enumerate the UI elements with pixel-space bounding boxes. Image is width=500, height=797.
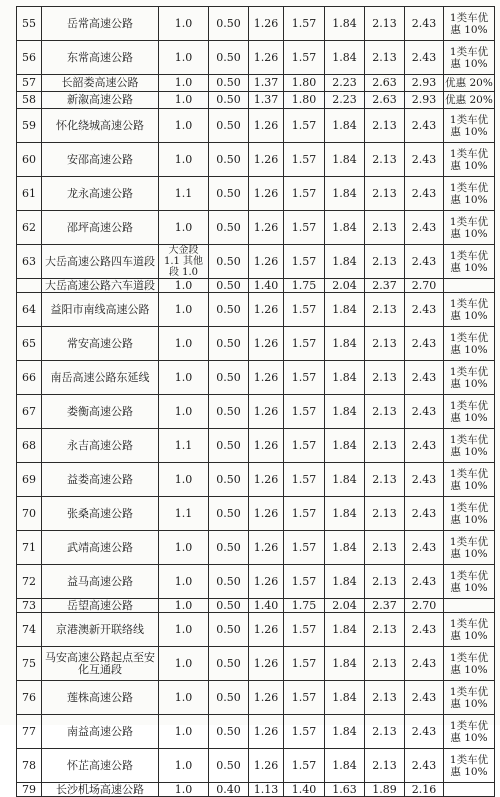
rate-class-3-cell: 1.84 [325, 531, 365, 565]
rate-class-5-cell: 2.43 [405, 531, 444, 565]
coefficient-cell: 1.0 [159, 681, 209, 715]
road-name-cell: 南岳高速公路东延线 [42, 361, 159, 395]
coefficient-cell: 1.0 [159, 463, 209, 497]
row-number-cell: 66 [17, 361, 42, 395]
rate-class-4-cell: 2.13 [365, 647, 405, 681]
row-number-cell [17, 279, 42, 293]
rate-class-0-cell: 0.50 [209, 613, 249, 647]
coefficient-cell: 1.0 [159, 109, 209, 143]
table-row [17, 293, 495, 327]
row-number-cell: 77 [17, 715, 42, 749]
rate-class-5-cell: 2.43 [405, 293, 444, 327]
table-row [17, 211, 495, 245]
rate-class-3-cell: 1.84 [325, 429, 365, 463]
rate-class-1-cell: 1.26 [249, 177, 284, 211]
rate-class-3-cell: 2.23 [325, 75, 365, 92]
row-number-cell: 62 [17, 211, 42, 245]
remark-cell: 1类车优惠 10% [444, 749, 495, 783]
rate-class-2-cell: 1.57 [284, 463, 325, 497]
rate-class-2-cell: 1.57 [284, 327, 325, 361]
rate-class-5-cell: 2.70 [405, 599, 444, 613]
rate-class-3-cell: 1.84 [325, 327, 365, 361]
rate-class-0-cell: 0.50 [209, 681, 249, 715]
row-number-cell: 67 [17, 395, 42, 429]
road-name-cell: 龙永高速公路 [42, 177, 159, 211]
road-name-cell: 岳望高速公路 [42, 599, 159, 613]
rate-class-4-cell: 2.13 [365, 531, 405, 565]
remark-cell: 1类车优惠 10% [444, 463, 495, 497]
rate-class-4-cell: 2.13 [365, 177, 405, 211]
rate-class-5-cell: 2.70 [405, 279, 444, 293]
road-name-cell: 娄衡高速公路 [42, 395, 159, 429]
rate-class-0-cell: 0.50 [209, 41, 249, 75]
rate-class-5-cell: 2.93 [405, 75, 444, 92]
row-number-cell: 71 [17, 531, 42, 565]
table-row [17, 395, 495, 429]
rate-class-1-cell: 1.26 [249, 41, 284, 75]
row-number-cell: 72 [17, 565, 42, 599]
rate-class-5-cell: 2.43 [405, 361, 444, 395]
rate-class-2-cell: 1.80 [284, 92, 325, 109]
rate-class-2-cell: 1.75 [284, 599, 325, 613]
coefficient-cell: 1.1 [159, 177, 209, 211]
rate-class-3-cell: 2.23 [325, 92, 365, 109]
rate-class-5-cell: 2.43 [405, 749, 444, 783]
table-row [17, 715, 495, 749]
rate-class-1-cell: 1.26 [249, 531, 284, 565]
table-row [17, 177, 495, 211]
road-name-cell: 莲株高速公路 [42, 681, 159, 715]
road-name-cell: 新溆高速公路 [42, 92, 159, 109]
rate-class-0-cell: 0.50 [209, 211, 249, 245]
road-name-cell: 大岳高速公路六车道段 [42, 279, 159, 293]
rate-class-5-cell: 2.16 [405, 783, 444, 797]
road-name-cell: 京港澳新开联络线 [42, 613, 159, 647]
table-row [17, 497, 495, 531]
rate-class-0-cell: 0.50 [209, 143, 249, 177]
coefficient-cell: 1.0 [159, 75, 209, 92]
coefficient-cell: 1.0 [159, 143, 209, 177]
row-number-cell: 68 [17, 429, 42, 463]
table-row [17, 41, 495, 75]
road-name-cell: 永吉高速公路 [42, 429, 159, 463]
rate-class-2-cell: 1.57 [284, 109, 325, 143]
rate-class-0-cell: 0.50 [209, 565, 249, 599]
rate-class-3-cell: 1.84 [325, 41, 365, 75]
remark-cell: 1类车优惠 10% [444, 293, 495, 327]
rate-class-3-cell: 1.84 [325, 211, 365, 245]
coefficient-cell: 1.0 [159, 7, 209, 41]
coefficient-cell: 1.0 [159, 783, 209, 797]
table-row [17, 613, 495, 647]
rate-class-3-cell: 1.63 [325, 783, 365, 797]
rate-class-3-cell: 1.84 [325, 463, 365, 497]
rate-class-1-cell: 1.13 [249, 783, 284, 797]
rate-class-2-cell: 1.57 [284, 41, 325, 75]
rate-class-4-cell: 1.89 [365, 783, 405, 797]
road-name-cell: 长韶娄高速公路 [42, 75, 159, 92]
remark-cell: 1类车优惠 10% [444, 715, 495, 749]
table-row [17, 7, 495, 41]
row-number-cell: 65 [17, 327, 42, 361]
row-number-cell: 70 [17, 497, 42, 531]
rate-class-4-cell: 2.13 [365, 715, 405, 749]
rate-class-4-cell: 2.13 [365, 565, 405, 599]
rate-class-3-cell: 1.84 [325, 681, 365, 715]
rate-class-2-cell: 1.57 [284, 565, 325, 599]
rate-class-5-cell: 2.43 [405, 395, 444, 429]
rate-class-1-cell: 1.26 [249, 681, 284, 715]
table-row [17, 109, 495, 143]
rate-class-5-cell: 2.43 [405, 429, 444, 463]
rate-class-2-cell: 1.57 [284, 749, 325, 783]
rate-class-1-cell: 1.26 [249, 109, 284, 143]
rate-class-4-cell: 2.13 [365, 245, 405, 279]
rate-class-5-cell: 2.43 [405, 647, 444, 681]
coefficient-cell: 1.0 [159, 531, 209, 565]
coefficient-cell: 1.0 [159, 599, 209, 613]
rate-class-1-cell: 1.26 [249, 463, 284, 497]
rate-class-0-cell: 0.50 [209, 463, 249, 497]
rate-class-0-cell: 0.50 [209, 395, 249, 429]
table-row [17, 75, 495, 92]
toll-rate-table [16, 6, 495, 797]
rate-class-5-cell: 2.43 [405, 143, 444, 177]
coefficient-cell: 1.0 [159, 92, 209, 109]
remark-cell: 1类车优惠 10% [444, 681, 495, 715]
rate-class-0-cell: 0.50 [209, 7, 249, 41]
table-row [17, 783, 495, 797]
rate-class-5-cell: 2.43 [405, 211, 444, 245]
rate-class-3-cell: 1.84 [325, 7, 365, 41]
coefficient-cell: 1.0 [159, 565, 209, 599]
rate-class-3-cell: 1.84 [325, 361, 365, 395]
rate-class-2-cell: 1.57 [284, 395, 325, 429]
rate-class-3-cell: 2.04 [325, 279, 365, 293]
rate-class-0-cell: 0.50 [209, 749, 249, 783]
rate-class-0-cell: 0.50 [209, 177, 249, 211]
row-number-cell: 63 [17, 245, 42, 279]
rate-class-1-cell: 1.26 [249, 497, 284, 531]
rate-class-3-cell: 1.84 [325, 749, 365, 783]
row-number-cell: 79 [17, 783, 42, 797]
remark-cell [444, 783, 495, 797]
rate-class-2-cell: 1.57 [284, 245, 325, 279]
remark-cell: 1类车优惠 10% [444, 211, 495, 245]
remark-cell: 1类车优惠 10% [444, 429, 495, 463]
rate-class-5-cell: 2.43 [405, 681, 444, 715]
row-number-cell: 64 [17, 293, 42, 327]
road-name-cell: 常安高速公路 [42, 327, 159, 361]
rate-class-2-cell: 1.57 [284, 177, 325, 211]
table-row [17, 531, 495, 565]
road-name-cell: 武靖高速公路 [42, 531, 159, 565]
rate-class-0-cell: 0.50 [209, 647, 249, 681]
rate-class-4-cell: 2.63 [365, 92, 405, 109]
row-number-cell: 76 [17, 681, 42, 715]
table-row [17, 279, 495, 293]
table-row [17, 463, 495, 497]
rate-class-4-cell: 2.37 [365, 279, 405, 293]
rate-class-0-cell: 0.50 [209, 109, 249, 143]
table-row [17, 565, 495, 599]
rate-class-5-cell: 2.43 [405, 715, 444, 749]
table-row [17, 245, 495, 279]
row-number-cell: 74 [17, 613, 42, 647]
rate-class-2-cell: 1.57 [284, 715, 325, 749]
coefficient-cell: 1.0 [159, 41, 209, 75]
rate-class-5-cell: 2.43 [405, 497, 444, 531]
rate-class-5-cell: 2.43 [405, 613, 444, 647]
coefficient-cell: 1.0 [159, 715, 209, 749]
rate-class-5-cell: 2.43 [405, 245, 444, 279]
remark-cell: 1类车优惠 10% [444, 647, 495, 681]
remark-cell: 1类车优惠 10% [444, 395, 495, 429]
remark-cell: 1类车优惠 10% [444, 361, 495, 395]
rate-class-5-cell: 2.93 [405, 92, 444, 109]
rate-class-2-cell: 1.75 [284, 279, 325, 293]
road-name-cell: 张桑高速公路 [42, 497, 159, 531]
rate-class-2-cell: 1.80 [284, 75, 325, 92]
road-name-cell: 岳常高速公路 [42, 7, 159, 41]
road-name-cell: 邵坪高速公路 [42, 211, 159, 245]
rate-class-5-cell: 2.43 [405, 109, 444, 143]
rate-class-5-cell: 2.43 [405, 41, 444, 75]
rate-class-3-cell: 1.84 [325, 177, 365, 211]
road-name-cell: 益马高速公路 [42, 565, 159, 599]
rate-class-4-cell: 2.63 [365, 75, 405, 92]
rate-class-1-cell: 1.40 [249, 279, 284, 293]
road-name-cell: 怀芷高速公路 [42, 749, 159, 783]
rate-class-1-cell: 1.26 [249, 327, 284, 361]
rate-class-2-cell: 1.57 [284, 211, 325, 245]
rate-class-1-cell: 1.37 [249, 75, 284, 92]
road-name-cell: 东常高速公路 [42, 41, 159, 75]
rate-class-1-cell: 1.26 [249, 293, 284, 327]
remark-cell: 1类车优惠 10% [444, 7, 495, 41]
remark-cell: 1类车优惠 10% [444, 497, 495, 531]
remark-cell: 1类车优惠 10% [444, 177, 495, 211]
rate-class-0-cell: 0.50 [209, 327, 249, 361]
rate-class-4-cell: 2.13 [365, 395, 405, 429]
rate-class-1-cell: 1.26 [249, 143, 284, 177]
rate-class-5-cell: 2.43 [405, 177, 444, 211]
row-number-cell: 55 [17, 7, 42, 41]
row-number-cell: 58 [17, 92, 42, 109]
rate-class-0-cell: 0.50 [209, 293, 249, 327]
coefficient-cell: 1.1 [159, 429, 209, 463]
row-number-cell: 61 [17, 177, 42, 211]
remark-cell: 1类车优惠 10% [444, 613, 495, 647]
road-name-cell: 大岳高速公路四车道段 [42, 245, 159, 279]
rate-class-4-cell: 2.13 [365, 7, 405, 41]
table-row [17, 681, 495, 715]
rate-class-2-cell: 1.57 [284, 613, 325, 647]
road-name-cell: 安邵高速公路 [42, 143, 159, 177]
road-name-cell: 马安高速公路起点至安化互通段 [42, 647, 159, 681]
rate-class-4-cell: 2.13 [365, 749, 405, 783]
coefficient-cell: 大金段 1.1 其他段 1.0 [159, 245, 209, 279]
table-body [17, 7, 495, 797]
rate-class-3-cell: 1.84 [325, 613, 365, 647]
rate-class-5-cell: 2.43 [405, 7, 444, 41]
road-name-cell: 南益高速公路 [42, 715, 159, 749]
rate-class-4-cell: 2.13 [365, 463, 405, 497]
table-row [17, 143, 495, 177]
rate-class-1-cell: 1.26 [249, 245, 284, 279]
rate-class-0-cell: 0.50 [209, 715, 249, 749]
rate-class-0-cell: 0.50 [209, 279, 249, 293]
rate-class-1-cell: 1.26 [249, 565, 284, 599]
rate-class-3-cell: 1.84 [325, 293, 365, 327]
coefficient-cell: 1.0 [159, 293, 209, 327]
rate-class-1-cell: 1.26 [249, 361, 284, 395]
rate-class-0-cell: 0.50 [209, 599, 249, 613]
rate-class-1-cell: 1.26 [249, 429, 284, 463]
row-number-cell: 73 [17, 599, 42, 613]
remark-cell: 优惠 20% [444, 75, 495, 92]
rate-class-4-cell: 2.13 [365, 41, 405, 75]
rate-class-4-cell: 2.13 [365, 293, 405, 327]
row-number-cell: 69 [17, 463, 42, 497]
table-row [17, 361, 495, 395]
road-name-cell: 怀化绕城高速公路 [42, 109, 159, 143]
rate-class-4-cell: 2.13 [365, 211, 405, 245]
rate-class-2-cell: 1.57 [284, 497, 325, 531]
rate-class-3-cell: 2.04 [325, 599, 365, 613]
rate-class-5-cell: 2.43 [405, 565, 444, 599]
coefficient-cell: 1.1 [159, 497, 209, 531]
rate-class-0-cell: 0.50 [209, 429, 249, 463]
table-row [17, 327, 495, 361]
rate-class-0-cell: 0.40 [209, 783, 249, 797]
rate-class-4-cell: 2.13 [365, 497, 405, 531]
rate-class-0-cell: 0.50 [209, 531, 249, 565]
rate-class-2-cell: 1.57 [284, 293, 325, 327]
rate-class-1-cell: 1.26 [249, 647, 284, 681]
rate-class-1-cell: 1.40 [249, 599, 284, 613]
road-name-cell: 益阳市南线高速公路 [42, 293, 159, 327]
table-row [17, 599, 495, 613]
rate-class-1-cell: 1.26 [249, 749, 284, 783]
remark-cell: 1类车优惠 10% [444, 245, 495, 279]
row-number-cell: 75 [17, 647, 42, 681]
rate-class-3-cell: 1.84 [325, 497, 365, 531]
rate-class-0-cell: 0.50 [209, 75, 249, 92]
table-row [17, 429, 495, 463]
rate-class-1-cell: 1.26 [249, 211, 284, 245]
remark-cell: 1类车优惠 10% [444, 531, 495, 565]
rate-class-2-cell: 1.40 [284, 783, 325, 797]
row-number-cell: 60 [17, 143, 42, 177]
remark-cell [444, 599, 495, 613]
rate-class-4-cell: 2.13 [365, 681, 405, 715]
rate-class-3-cell: 1.84 [325, 109, 365, 143]
remark-cell: 1类车优惠 10% [444, 143, 495, 177]
rate-class-4-cell: 2.13 [365, 143, 405, 177]
table-row [17, 647, 495, 681]
table-row [17, 92, 495, 109]
coefficient-cell: 1.0 [159, 647, 209, 681]
rate-class-5-cell: 2.43 [405, 327, 444, 361]
coefficient-cell: 1.0 [159, 361, 209, 395]
coefficient-cell: 1.0 [159, 749, 209, 783]
table-row [17, 749, 495, 783]
coefficient-cell: 1.0 [159, 327, 209, 361]
road-name-cell: 长沙机场高速公路 [42, 783, 159, 797]
rate-class-1-cell: 1.26 [249, 7, 284, 41]
rate-class-0-cell: 0.50 [209, 92, 249, 109]
rate-class-2-cell: 1.57 [284, 361, 325, 395]
rate-class-1-cell: 1.26 [249, 715, 284, 749]
rate-class-4-cell: 2.13 [365, 613, 405, 647]
rate-class-3-cell: 1.84 [325, 647, 365, 681]
rate-class-1-cell: 1.26 [249, 613, 284, 647]
rate-class-2-cell: 1.57 [284, 429, 325, 463]
remark-cell: 1类车优惠 10% [444, 41, 495, 75]
rate-class-0-cell: 0.50 [209, 361, 249, 395]
rate-class-3-cell: 1.84 [325, 245, 365, 279]
row-number-cell: 78 [17, 749, 42, 783]
rate-class-2-cell: 1.57 [284, 647, 325, 681]
rate-class-2-cell: 1.57 [284, 681, 325, 715]
rate-class-0-cell: 0.50 [209, 497, 249, 531]
coefficient-cell: 1.0 [159, 211, 209, 245]
coefficient-cell: 1.0 [159, 395, 209, 429]
rate-class-4-cell: 2.13 [365, 109, 405, 143]
rate-class-2-cell: 1.57 [284, 531, 325, 565]
rate-class-1-cell: 1.26 [249, 395, 284, 429]
remark-cell: 1类车优惠 10% [444, 109, 495, 143]
rate-class-0-cell: 0.50 [209, 245, 249, 279]
rate-class-4-cell: 2.13 [365, 327, 405, 361]
rate-class-4-cell: 2.13 [365, 361, 405, 395]
remark-cell: 优惠 20% [444, 92, 495, 109]
rate-class-3-cell: 1.84 [325, 565, 365, 599]
rate-class-3-cell: 1.84 [325, 715, 365, 749]
row-number-cell: 59 [17, 109, 42, 143]
rate-class-2-cell: 1.57 [284, 143, 325, 177]
row-number-cell: 56 [17, 41, 42, 75]
road-name-cell: 益娄高速公路 [42, 463, 159, 497]
coefficient-cell: 1.0 [159, 613, 209, 647]
coefficient-cell: 1.0 [159, 279, 209, 293]
rate-class-2-cell: 1.57 [284, 7, 325, 41]
rate-class-3-cell: 1.84 [325, 143, 365, 177]
rate-class-5-cell: 2.43 [405, 463, 444, 497]
rate-class-1-cell: 1.37 [249, 92, 284, 109]
rate-class-3-cell: 1.84 [325, 395, 365, 429]
rate-class-4-cell: 2.13 [365, 429, 405, 463]
remark-cell: 1类车优惠 10% [444, 565, 495, 599]
row-number-cell: 57 [17, 75, 42, 92]
remark-cell: 1类车优惠 10% [444, 327, 495, 361]
remark-cell [444, 279, 495, 293]
rate-class-4-cell: 2.37 [365, 599, 405, 613]
